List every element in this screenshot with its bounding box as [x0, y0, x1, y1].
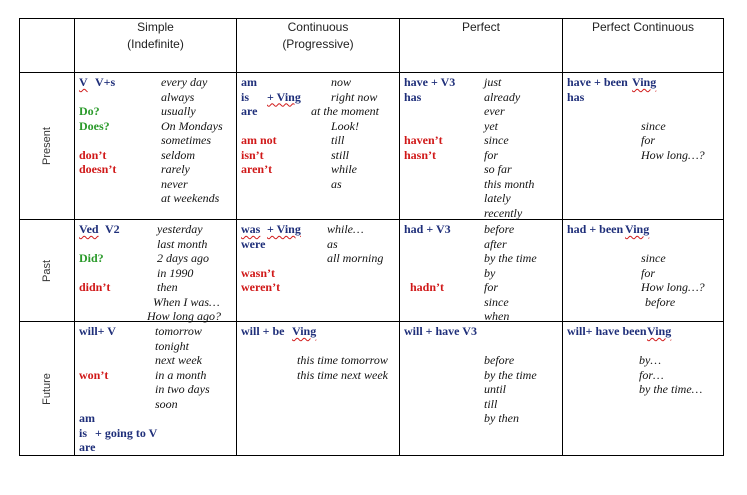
time-marker: usually	[161, 104, 196, 118]
time-marker: in a month	[155, 367, 207, 382]
time-marker: next week	[155, 353, 202, 367]
header-simple-label	[127, 20, 184, 51]
verb-form: has	[567, 89, 585, 104]
header-line: (Indefinite)	[127, 37, 184, 51]
time-marker: at weekends	[161, 191, 220, 205]
row-label-past: Past	[41, 259, 53, 282]
header-continuous	[237, 19, 400, 73]
time-marker: recently	[484, 205, 523, 220]
verb-form: am	[79, 411, 95, 425]
time-marker: 2 days ago	[157, 251, 209, 265]
time-marker: soon	[155, 396, 178, 411]
time-marker: How long…?	[641, 280, 705, 294]
verb-form: am	[241, 75, 257, 89]
time-marker: When I was…	[153, 294, 220, 309]
verb-form: Ving	[292, 324, 317, 338]
verb-form: + Ving	[267, 89, 301, 104]
time-marker: just	[484, 75, 502, 89]
time-marker: sometimes	[161, 133, 211, 147]
verb-form: have + been	[567, 75, 628, 89]
verb-form: doesn’t	[79, 162, 117, 176]
verb-form: don’t	[79, 147, 107, 162]
header-perfect-label: Perfect	[461, 20, 500, 34]
time-marker: always	[161, 89, 195, 104]
time-marker: How long ago?	[147, 309, 222, 323]
time-marker: yet	[484, 118, 498, 133]
verb-form: V+s	[95, 75, 116, 89]
cell-past-continuous	[237, 220, 400, 322]
time-marker: for	[641, 133, 656, 147]
cell-present-perfect	[400, 73, 563, 220]
header-simple	[75, 19, 237, 73]
verb-form: has	[404, 89, 422, 104]
verb-form: is	[79, 425, 88, 440]
header-continuous-label	[282, 20, 353, 51]
time-marker: till	[331, 133, 345, 147]
time-marker: for	[484, 147, 499, 162]
time-marker: this time tomorrow	[297, 353, 388, 367]
time-marker: at the moment	[311, 104, 379, 118]
time-marker: this time next week	[297, 367, 388, 382]
time-marker: yesterday	[157, 222, 203, 236]
verb-form: wasn’t	[241, 265, 276, 280]
time-marker: then	[157, 280, 178, 294]
corner-cell	[20, 19, 75, 73]
header-row	[20, 19, 724, 73]
time-marker: since	[484, 133, 509, 147]
verb-form: will + be	[241, 324, 285, 338]
cell-past-perfect-continuous	[563, 220, 724, 322]
time-marker: by then	[484, 411, 519, 425]
time-marker: before	[484, 353, 515, 367]
time-marker: Look!	[331, 118, 359, 133]
time-marker: this month	[484, 176, 535, 191]
time-marker: tonight	[155, 338, 190, 353]
verb-form: were	[241, 236, 266, 251]
verb-form: won’t	[79, 367, 109, 382]
time-marker: every day	[161, 75, 208, 89]
time-marker: before	[645, 294, 676, 309]
time-marker: already	[484, 89, 521, 104]
verb-form: had + been	[567, 222, 624, 236]
header-line: Simple	[137, 20, 174, 34]
time-marker: for…	[639, 367, 664, 382]
time-marker: right now	[331, 89, 378, 104]
verb-form: will+ V	[79, 324, 116, 338]
row-past	[20, 220, 724, 322]
time-marker: while…	[327, 222, 364, 236]
verb-form: Ved	[79, 222, 99, 236]
verb-form: had + V3	[404, 222, 451, 236]
row-label-cell-present	[20, 73, 75, 220]
time-marker: when	[484, 309, 510, 323]
verb-form: Do?	[79, 104, 100, 118]
header-line: Continuous	[287, 20, 349, 34]
verb-form: weren’t	[241, 280, 281, 294]
row-label-present: Present	[41, 127, 53, 165]
verb-form: are	[79, 440, 96, 454]
header-line: (Progressive)	[282, 37, 354, 51]
time-marker: by…	[639, 353, 661, 367]
time-marker: till	[484, 396, 498, 411]
verb-form: didn’t	[79, 280, 111, 294]
verb-form: hasn’t	[404, 147, 437, 162]
time-marker: all morning	[327, 251, 384, 265]
verb-form: haven’t	[404, 133, 443, 147]
time-marker: in two days	[155, 382, 210, 396]
time-marker: never	[161, 176, 188, 191]
time-marker: since	[484, 294, 509, 309]
time-marker: still	[331, 147, 350, 162]
time-marker: On Mondays	[161, 118, 223, 133]
time-marker: by the time…	[639, 382, 703, 396]
time-marker: while	[331, 162, 357, 176]
verb-form: V2	[105, 222, 120, 236]
time-marker: after	[484, 236, 507, 251]
time-marker: last month	[157, 236, 208, 251]
row-future	[20, 322, 724, 456]
verb-form: am not	[241, 133, 277, 147]
time-marker: How long…?	[641, 147, 705, 162]
time-marker: by the time	[484, 251, 537, 265]
cell-past-perfect	[400, 220, 563, 322]
header-perfect	[400, 19, 563, 73]
verb-form: will+ have been	[567, 324, 647, 338]
verb-form: have + V3	[404, 75, 456, 89]
row-label-future: Future	[41, 372, 53, 405]
header-perfect-continuous	[563, 19, 724, 73]
verb-form: Does?	[79, 118, 110, 133]
time-marker: until	[484, 382, 507, 396]
verb-form: isn’t	[241, 147, 264, 162]
verb-form: are	[241, 104, 258, 118]
time-marker: as	[327, 236, 338, 251]
tenses-table	[19, 18, 724, 456]
verb-form: + Ving	[267, 222, 301, 236]
cell-future-simple	[75, 322, 237, 456]
cell-present-simple	[75, 73, 237, 220]
verb-form: Ving	[647, 324, 672, 338]
verb-form: V	[79, 75, 88, 89]
time-marker: by	[484, 265, 496, 280]
verb-form: Did?	[79, 251, 104, 265]
cell-future-perfect	[400, 322, 563, 456]
time-marker: rarely	[161, 162, 190, 176]
time-marker: for	[641, 265, 656, 280]
time-marker: before	[484, 222, 515, 236]
cell-future-continuous	[237, 322, 400, 456]
time-marker: since	[641, 251, 666, 265]
verb-form: is	[241, 89, 250, 104]
time-marker: ever	[484, 104, 505, 118]
row-label-cell-future	[20, 322, 75, 456]
verb-form: aren’t	[241, 162, 273, 176]
verb-form: Ving	[632, 75, 657, 89]
verb-form: will + have V3	[404, 324, 477, 338]
time-marker: so far	[484, 162, 512, 176]
time-marker: for	[484, 280, 499, 294]
verb-form: hadn’t	[410, 280, 445, 294]
time-marker: as	[331, 176, 342, 191]
time-marker: in 1990	[157, 265, 194, 280]
time-marker: since	[641, 118, 666, 133]
verb-form: was	[241, 222, 261, 236]
verb-form: + going to V	[95, 425, 158, 440]
time-marker: by the time	[484, 367, 537, 382]
time-marker: now	[331, 75, 352, 89]
cell-present-perfect-continuous	[563, 73, 724, 220]
row-label-cell-past	[20, 220, 75, 322]
cell-past-simple	[75, 220, 237, 322]
time-marker: lately	[484, 191, 511, 205]
time-marker: tomorrow	[155, 324, 202, 338]
time-marker: seldom	[161, 147, 195, 162]
row-present	[20, 73, 724, 220]
header-perfect-continuous-label: Perfect Continuous	[591, 20, 695, 34]
verb-form: Ving	[625, 222, 650, 236]
cell-future-perfect-continuous	[563, 322, 724, 456]
cell-present-continuous	[237, 73, 400, 220]
